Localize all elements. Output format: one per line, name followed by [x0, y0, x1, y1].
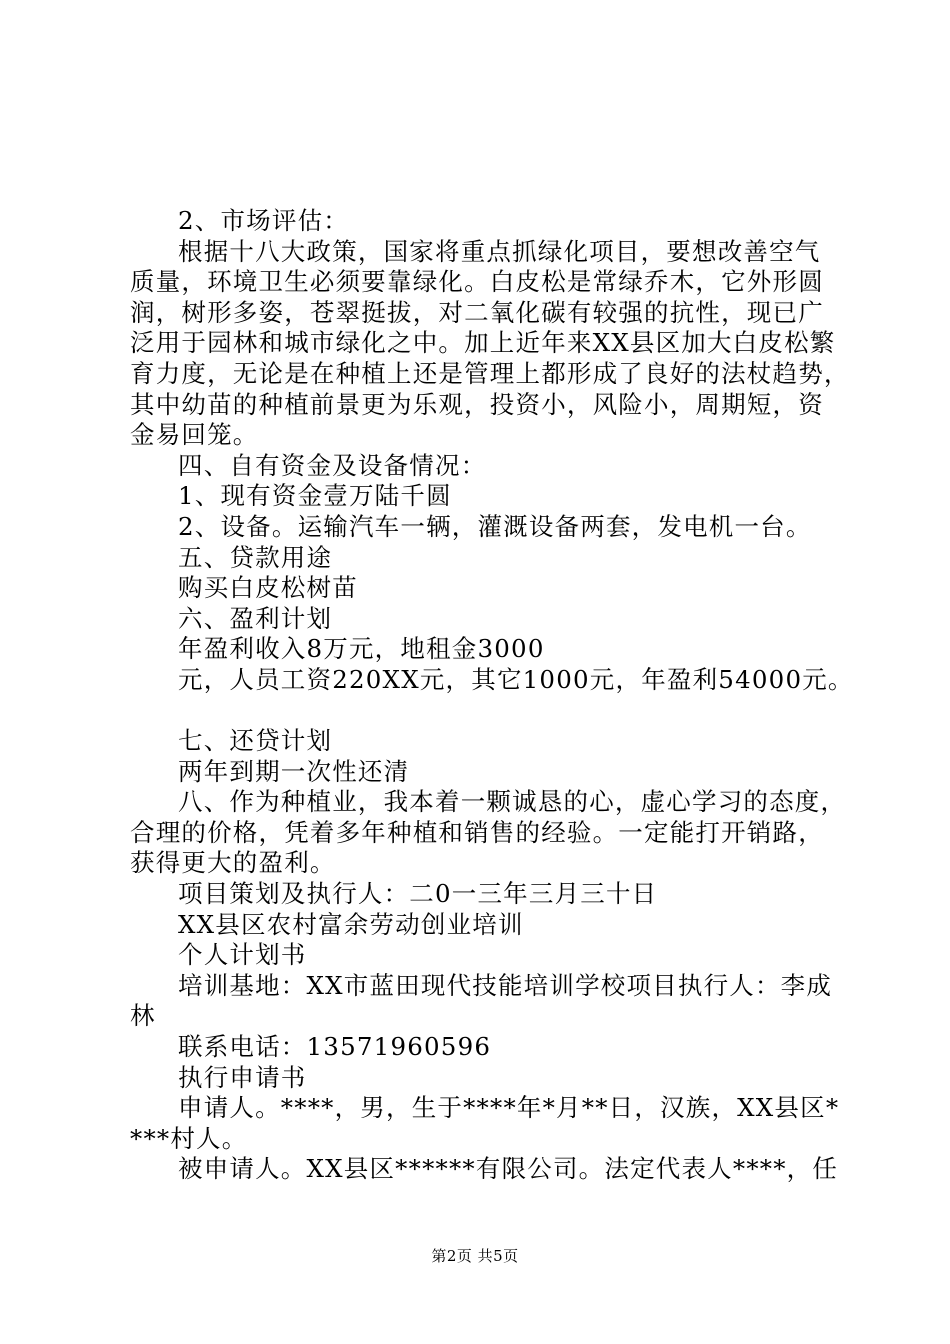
- paragraph-line: 联系电话：13571960596: [178, 1032, 492, 1062]
- paragraph-line: ***村人。: [130, 1123, 248, 1153]
- paragraph-line: 购买白皮松树苗: [178, 573, 358, 603]
- paragraph-line: 被申请人。XX县区******有限公司。法定代表人****，任: [178, 1154, 839, 1184]
- paragraph-line: 合理的价格，凭着多年种植和销售的经验。一定能打开销路，: [130, 817, 824, 847]
- paragraph-line: 培训基地：XX市蓝田现代技能培训学校项目执行人：李成: [178, 970, 833, 1000]
- section-heading: 五、贷款用途: [178, 542, 333, 572]
- paragraph-line: 个人计划书: [178, 940, 307, 970]
- blank-line: [130, 696, 830, 727]
- page-number-footer: 第2页 共5页: [431, 1247, 519, 1265]
- paragraph-line: 其中幼苗的种植前景更为乐观，投资小，风险小，周期短，资: [130, 389, 824, 419]
- paragraph-line: 润，树形多姿，苍翠挺拔，对二氧化碳有较强的抗性，现已广: [130, 297, 824, 327]
- paragraph-line: 林: [130, 1001, 156, 1031]
- section-heading: 六、盈利计划: [178, 603, 333, 633]
- document-body: [130, 206, 854, 1185]
- paragraph-line: 获得更大的盈利。: [130, 848, 336, 878]
- section-heading: 四、自有资金及设备情况：: [178, 450, 487, 480]
- section-heading: 八、作为种植业，我本着一颗诚恳的心，虚心学习的态度，: [178, 787, 847, 817]
- paragraph-line: 育力度，无论是在种植上还是管理上都形成了良好的法杖趋势，: [130, 358, 850, 388]
- paragraph-line: 执行申请书: [178, 1062, 307, 1092]
- paragraph-line: 项目策划及执行人：二0一三年三月三十日: [178, 879, 658, 909]
- paragraph-line: 根据十八大政策，国家将重点抓绿化项目，要想改善空气: [178, 236, 821, 266]
- paragraph-line: 1、现有资金壹万陆千圆: [178, 481, 452, 511]
- paragraph-line: 申请人。****，男，生于****年*月**日，汉族，XX县区*: [178, 1093, 840, 1123]
- paragraph-line: 2、设备。运输汽车一辆，灌溉设备两套，发电机一台。: [178, 511, 812, 541]
- paragraph-line: 金易回笼。: [130, 420, 259, 450]
- section-heading: 七、还贷计划: [178, 726, 333, 756]
- section-heading: 2、市场评估：: [178, 206, 349, 235]
- paragraph-line: 泛用于园林和城市绿化之中。加上近年来XX县区加大白皮松繁: [130, 328, 836, 358]
- paragraph-line: 年盈利收入8万元，地租金3000: [178, 634, 545, 664]
- paragraph-line: XX县区农村富余劳动创业培训: [178, 909, 524, 939]
- paragraph-line: 质量，环境卫生必须要靠绿化。白皮松是常绿乔木，它外形圆: [130, 267, 824, 297]
- paragraph-line: 元，人员工资220XX元，其它1000元，年盈利54000元。: [178, 664, 854, 694]
- paragraph-line: 两年到期一次性还清: [178, 756, 410, 786]
